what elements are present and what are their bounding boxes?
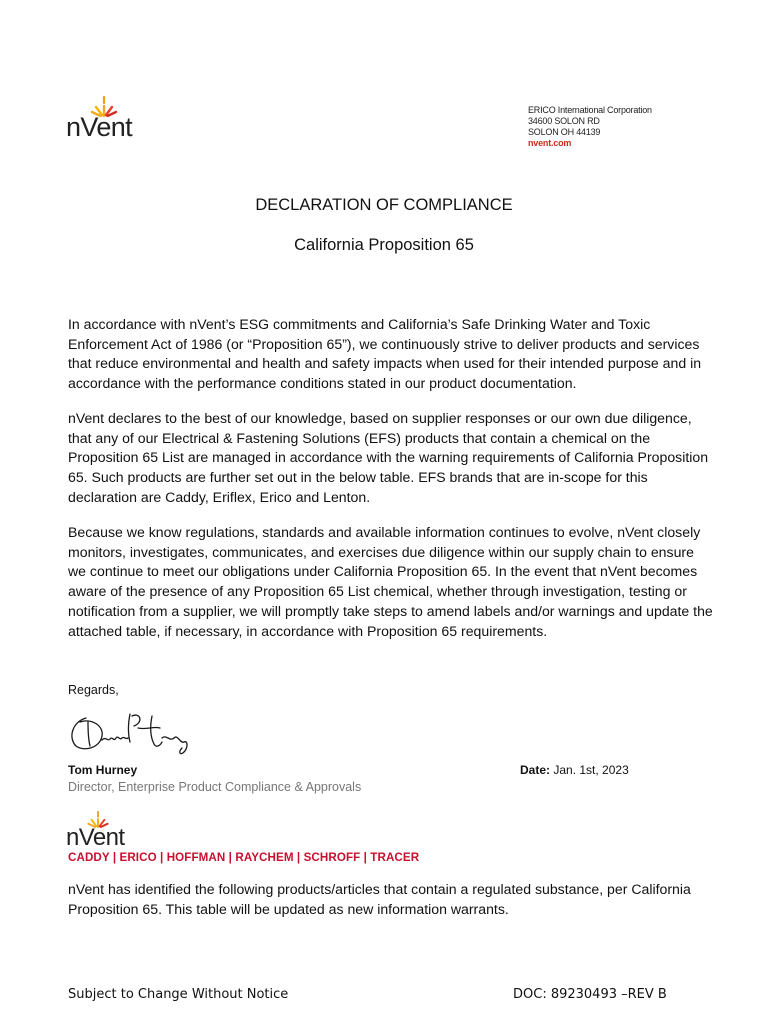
logo-wordmark: nVent	[66, 112, 133, 142]
footer-doc-number: DOC: 89230493 –REV B	[513, 987, 667, 1002]
text-line: aware of the presence of any Proposition 65 List chemical, whether through investigation, testing or	[68, 583, 687, 600]
text-line: Proposition 65 List are managed in accordance with the warning requirements of California Proposition	[68, 449, 709, 466]
brand-list: CADDY | ERICO | HOFFMAN | RAYCHEM | SCHROFF | TRACER	[68, 851, 420, 864]
date-label: Date:	[520, 763, 551, 777]
text-line: Proposition 65. This table will be updated as new information warrants.	[68, 900, 509, 917]
text-line: In accordance with nVent’s ESG commitments and California’s Safe Drinking Water and Toxic	[68, 316, 651, 332]
company-address	[528, 105, 652, 149]
text-line: that any of our Electrical & Fastening Solutions (EFS) products that contain a chemical on the	[68, 429, 651, 446]
document-title: DECLARATION OF COMPLIANCE	[255, 196, 513, 214]
text-line: attached table, if necessary, in accordance with Proposition 65 requirements.	[68, 622, 548, 639]
address-street: 34600 SOLON RD	[528, 116, 600, 126]
text-line: monitors, investigates, communicates, and exercises due diligence within our supply chain to ensure	[68, 543, 694, 560]
paragraph-products-identified	[68, 880, 708, 919]
document-date	[520, 763, 629, 777]
paragraph-esg-commitments	[68, 315, 708, 394]
company-website-link[interactable]: nvent.com	[528, 138, 572, 148]
text-line: notification from a supplier, we will promptly take steps to amend labels and/or warnings and update the	[68, 602, 713, 619]
paragraph-monitoring	[68, 523, 713, 641]
closing-regards: Regards,	[68, 683, 119, 697]
text-line: 65. Such products are further set out in the below table. EFS brands that are in-scope for this	[68, 469, 648, 486]
handwritten-signature	[66, 708, 196, 760]
date-value: Jan. 1st, 2023	[550, 763, 629, 777]
logo-wordmark: nVent	[66, 824, 125, 851]
document-subtitle: California Proposition 65	[294, 236, 474, 254]
footer-notice: Subject to Change Without Notice	[68, 987, 289, 1002]
text-line: Because we know regulations, standards and available information continues to evolve, nVent closely	[68, 524, 701, 540]
text-line: nVent has identified the following products/articles that contain a regulated substance, per California	[68, 881, 691, 897]
paragraph-declaration	[68, 409, 708, 508]
signer-title: Director, Enterprise Product Compliance & Approvals	[68, 780, 362, 794]
text-line: we continue to meet our obligations under California Proposition 65. In the event that nVent becomes	[68, 563, 698, 580]
text-line: declaration are Caddy, Eriflex, Erico and Lenton.	[68, 488, 371, 505]
text-line: nVent declares to the best of our knowledge, based on supplier responses or our own due diligence,	[68, 410, 692, 426]
text-line: that reduce environmental and health and safety impacts when used for their intended purpose and in	[68, 355, 702, 372]
address-company: ERICO International Corporation	[528, 105, 652, 115]
text-line: accordance with the performance conditions stated in our product documentation.	[68, 375, 577, 392]
signer-name: Tom Hurney	[68, 763, 138, 777]
address-city: SOLON OH 44139	[528, 127, 601, 137]
text-line: Enforcement Act of 1986 (or “Proposition 65”), we continuously strive to deliver products and services	[68, 335, 700, 352]
nvent-logo	[66, 95, 166, 150]
